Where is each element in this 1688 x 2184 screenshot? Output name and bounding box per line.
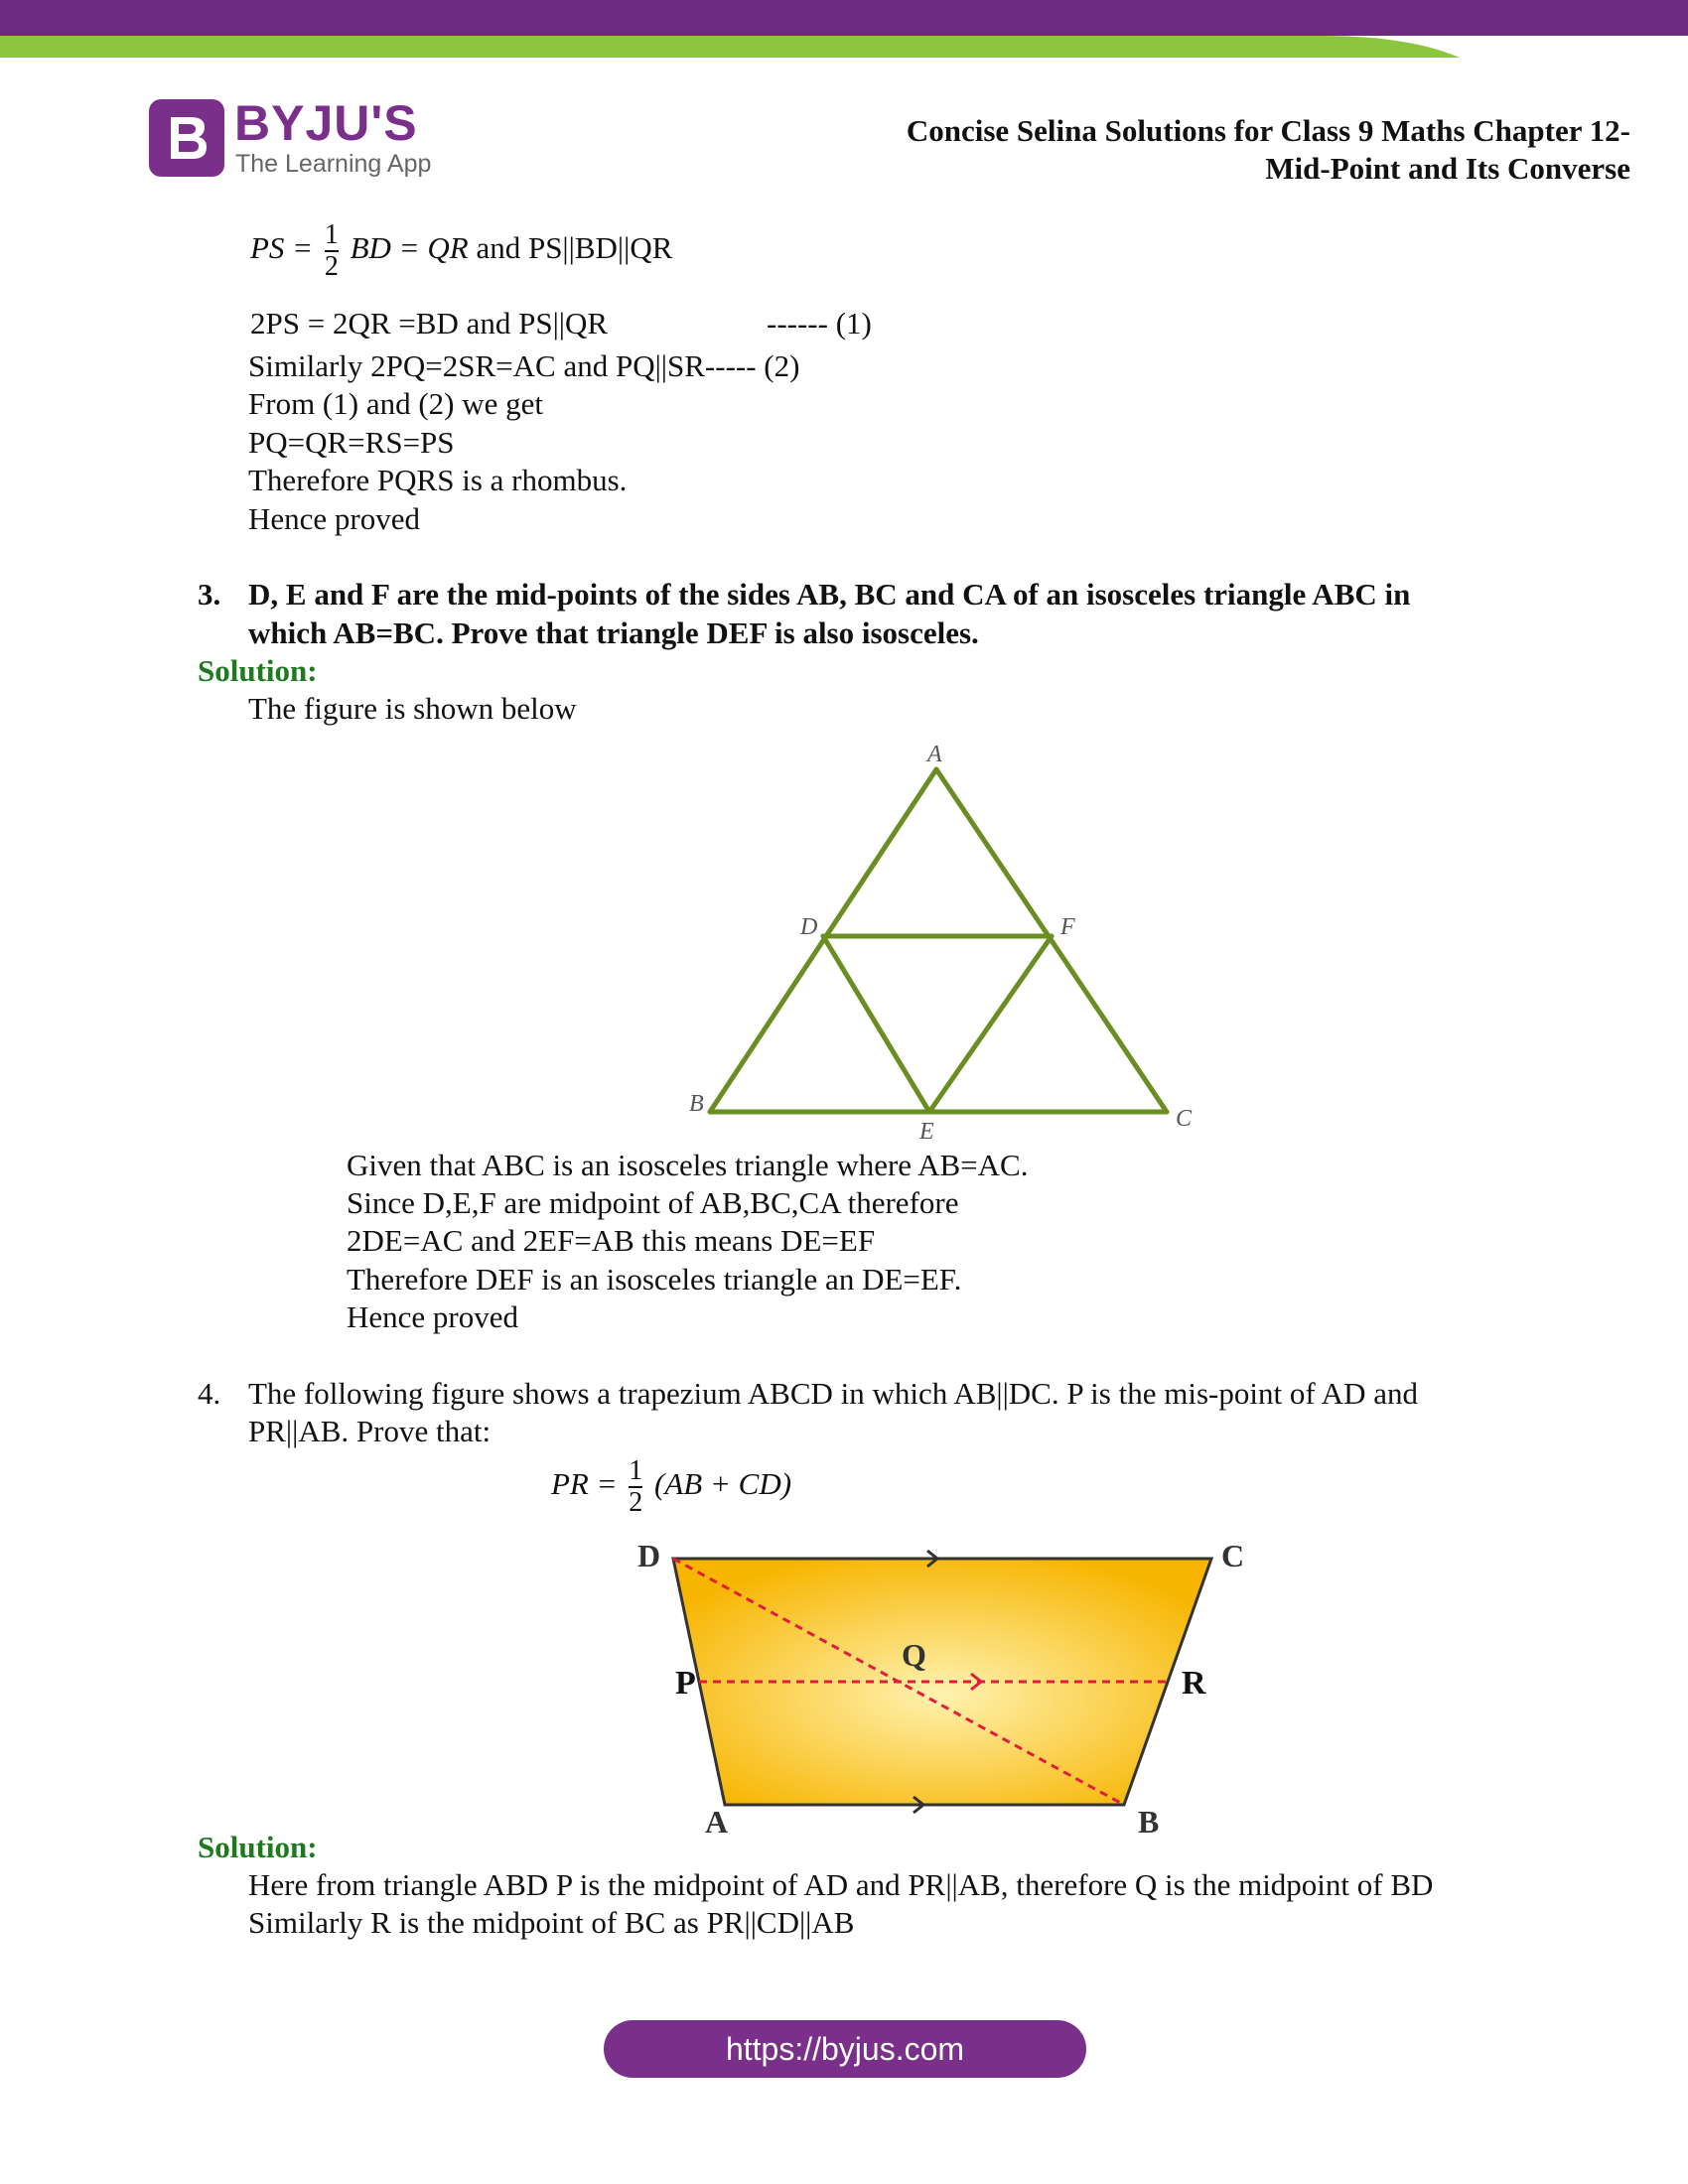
text-line: The figure is shown below [248,691,577,726]
label-c: C [1176,1106,1193,1132]
label-c: C [1221,1538,1245,1573]
segment-ef [929,936,1052,1112]
top-header-band [0,0,1688,60]
label-q: Q [902,1637,926,1673]
label-d: D [800,914,818,940]
question-text: D, E and F are the mid-points of the sides AB, BC and CA of an isosceles triangle ABC in [248,577,1411,612]
text-line: Since D,E,F are midpoint of AB,BC,CA therefore [347,1185,959,1220]
label-f: F [1060,914,1075,940]
title-line-2: Mid-Point and Its Converse [1265,151,1630,186]
footer-url-link[interactable]: https://byjus.com [604,2020,1086,2078]
fraction-half: $\frac{1}{2}$ [324,219,339,282]
text-line: Therefore DEF is an isosceles triangle an DE=EF. [347,1262,962,1297]
solution-label: Solution: [198,653,318,688]
triangle-def-figure [675,740,1211,1147]
text-line: Similarly 2PQ=2SR=AC and PQ||SR----- (2) [248,348,800,383]
text-line: Given that ABC is an isosceles triangle where AB=AC. [347,1148,1029,1182]
text-line: PQ=QR=RS=PS [248,425,455,460]
segment-de [823,936,929,1112]
text-line: 2DE=AC and 2EF=AB this means DE=EF [347,1223,876,1258]
eq-2ps-2qr: 2PS = 2QR =BD and PS||QR [250,306,609,341]
brand-name: BYJU'S [234,95,418,151]
solution-label: Solution: [198,1830,318,1864]
text-line: Therefore PQRS is a rhombus. [248,463,628,497]
label-r: R [1182,1665,1206,1702]
question-text: PR||AB. Prove that: [248,1414,492,1448]
label-a: A [927,742,942,767]
question-text: The following figure shows a trapezium ABCD in which AB||DC. P is the mis-point of AD and [248,1376,1418,1411]
label-e: E [919,1119,934,1145]
text-line: Hence proved [347,1299,518,1334]
side-ac [936,769,1167,1112]
text-line: Similarly R is the midpoint of BC as PR||CD||AB [248,1905,855,1940]
label-p: P [675,1665,696,1702]
document-title [907,112,1630,188]
label-d: D [637,1538,661,1573]
title-line-1: Concise Selina Solutions for Class 9 Maths Chapter 12- [906,113,1630,148]
question-text: which AB=BC. Prove that triangle DEF is also isosceles. [248,615,979,650]
trapezium-abcd-figure [626,1529,1281,1837]
text-line: Here from triangle ABD P is the midpoint of AD and PR||AB, therefore Q is the midpoint of BD [248,1867,1434,1902]
text-line: Hence proved [248,501,420,536]
formula-pr: PR = $\frac{1}{2}$ (AB + CD) [551,1455,792,1518]
fraction-half: $\frac{1}{2}$ [629,1455,643,1518]
label-b: B [1138,1804,1160,1837]
brand-tagline: The Learning App [235,150,432,178]
eq-ps-half-bd: PS = $\frac{1}{2}$ BD = QR and PS||BD||QR [250,219,673,282]
text-line: From (1) and (2) we get [248,386,543,421]
question-number: 3. [198,577,221,612]
byjus-logo-icon [149,99,224,177]
label-a: A [705,1804,729,1837]
eq-ref-1: ------ (1) [767,306,872,341]
label-b: B [689,1091,704,1117]
question-number: 4. [198,1376,221,1411]
